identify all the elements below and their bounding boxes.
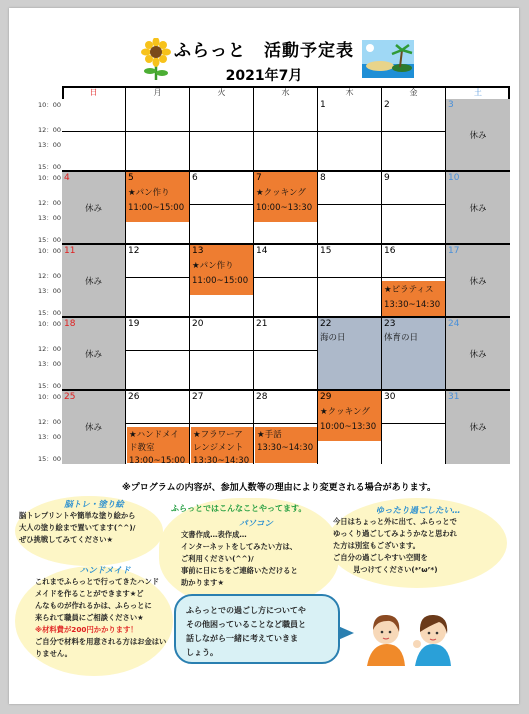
- weekday-header: 木: [318, 87, 382, 100]
- time-label: 13：00: [37, 360, 61, 368]
- time-label: 10：00: [37, 393, 61, 401]
- time-label: 15：00: [37, 382, 61, 390]
- calendar-day-cell: [446, 245, 510, 318]
- weekday-header: 金: [382, 87, 446, 100]
- calendar-day-cell: [318, 318, 382, 391]
- event-text: ★クッキング: [320, 407, 370, 417]
- day-number: 12: [128, 246, 140, 256]
- hand-line: これまでふらっとで行ってきたハンド: [35, 577, 160, 586]
- bubble-line: 話しながら一緒に考えていきま: [186, 634, 298, 643]
- calendar-day-cell: [190, 172, 254, 245]
- calendar-day-cell: [446, 99, 510, 172]
- calendar-day-cell: [62, 391, 126, 464]
- relax-line: ご自分の過ごしやすい空間を: [333, 553, 428, 562]
- time-label: 13：00: [37, 214, 61, 222]
- time-divider: [62, 131, 125, 132]
- event-text: ★パン作り: [192, 261, 234, 271]
- day-number: 30: [384, 392, 396, 402]
- pc-heading: パソコン: [239, 519, 273, 529]
- event-text: 10:00~13:30: [256, 203, 313, 213]
- day-number: 20: [192, 319, 204, 329]
- nou-line: 大人の塗り絵まで置いてます(^^)/: [19, 523, 136, 532]
- day-number: 2: [384, 100, 390, 110]
- day-number: 6: [192, 173, 198, 183]
- calendar-day-cell: [318, 391, 382, 464]
- rest-label: 休み: [469, 204, 487, 214]
- calendar-day-cell: [62, 245, 126, 318]
- day-number: 22: [320, 319, 332, 329]
- calendar-day-cell: [62, 99, 126, 172]
- relax-line: 今日はちょっと外に出て、ふらっとで: [333, 517, 457, 526]
- notice-text: ※プログラムの内容が、参加人数等の理由により変更される場合があります。: [122, 483, 436, 493]
- hand-line: んなものが作れるかは、ふらっとに: [35, 601, 152, 610]
- day-number: 27: [192, 392, 204, 402]
- relax-line: 見つけてください(*’ω’*): [353, 565, 438, 574]
- calendar-day-cell: [126, 172, 190, 245]
- calendar-day-cell: [254, 318, 318, 391]
- hand-heading: ハンドメイド: [79, 566, 131, 576]
- rest-label: 休み: [469, 131, 487, 141]
- people-illustration: [359, 604, 459, 666]
- weekday-header: 火: [190, 87, 254, 100]
- day-number: 15: [320, 246, 332, 256]
- time-label: 12：00: [37, 418, 61, 426]
- day-number: 29: [320, 392, 332, 402]
- time-divider: [126, 131, 189, 132]
- time-divider: [318, 277, 381, 278]
- rest-label: 休み: [84, 277, 102, 287]
- day-number: 26: [128, 392, 140, 402]
- section-relax: [333, 504, 503, 576]
- hand-line: 来られて職員にご相談ください★: [35, 613, 144, 622]
- event-text: ★フラワーア: [193, 430, 243, 440]
- time-label: 13：00: [37, 287, 61, 295]
- rest-label: 休み: [84, 350, 102, 360]
- time-label: 15：00: [37, 455, 61, 463]
- time-divider: [126, 350, 189, 351]
- time-label: 15：00: [37, 309, 61, 317]
- calendar-day-cell: [126, 318, 190, 391]
- calendar-day-cell: [382, 245, 446, 318]
- time-divider: [126, 277, 189, 278]
- event-text: ★ハンドメイ: [129, 430, 179, 440]
- event-text: 11:00~15:00: [128, 203, 185, 213]
- rest-label: 休み: [469, 423, 487, 433]
- calendar-day-cell: [382, 391, 446, 464]
- time-divider: [190, 350, 253, 351]
- time-label: 15：00: [37, 163, 61, 171]
- document-page: [9, 8, 519, 704]
- time-label: 13：00: [37, 433, 61, 441]
- pc-line: インターネットをしてみたい方は、: [181, 542, 298, 551]
- pc-line: 文書作成…表作成…: [181, 530, 247, 539]
- calendar-day-cell: [190, 99, 254, 172]
- time-divider: [382, 204, 445, 205]
- relax-heading: ゆったり過ごしたい…: [375, 506, 461, 516]
- hand-line: りません。: [35, 649, 72, 658]
- calendar-day-cell: [62, 172, 126, 245]
- time-divider: [382, 423, 445, 424]
- time-divider: [254, 277, 317, 278]
- event-text: 11:00~15:00: [192, 276, 249, 286]
- event-text: ★パン作り: [128, 188, 170, 198]
- event-text: 10:00~13:30: [320, 422, 377, 432]
- calendar-day-cell: [446, 172, 510, 245]
- weekday-header: 土: [474, 88, 482, 97]
- calendar-day-cell: [126, 245, 190, 318]
- event-text: ★ピラティス: [384, 285, 434, 295]
- calendar-day-cell: [254, 172, 318, 245]
- time-divider: [382, 277, 445, 278]
- event-text: レンジメント: [193, 443, 244, 453]
- bubble-line: その他困っていることなど職員と: [186, 620, 306, 629]
- month-label: 2021年7月: [225, 68, 303, 84]
- relax-line: た方は別室もございます。: [333, 541, 420, 550]
- time-label: 12：00: [37, 345, 61, 353]
- center-heading: ふらっとではこんなことやってます。: [171, 504, 307, 513]
- bubble-tail: [338, 626, 354, 640]
- day-number: 17: [448, 246, 460, 256]
- holiday-label: 体育の日: [384, 333, 419, 343]
- calendar-day-cell: [318, 99, 382, 172]
- relax-line: ゆっくり過ごしてみようかなと思われ: [333, 529, 457, 538]
- day-number: 7: [256, 173, 262, 183]
- calendar-day-cell: [382, 99, 446, 172]
- day-number: 10: [448, 173, 460, 183]
- calendar-day-cell: [446, 318, 510, 391]
- calendar-grid: [9, 8, 519, 508]
- day-number: 18: [64, 319, 76, 329]
- time-divider: [190, 204, 253, 205]
- calendar-day-cell: [62, 318, 126, 391]
- calendar-day-cell: [318, 245, 382, 318]
- rest-label: 休み: [469, 277, 487, 287]
- nou-heading: 脳トレ・塗り絵: [64, 500, 124, 510]
- day-number: 14: [256, 246, 268, 256]
- section-pc: [181, 517, 331, 589]
- time-divider: [318, 131, 381, 132]
- pc-line: 事前に日にちをご連絡いただけると: [181, 566, 298, 575]
- day-number: 31: [448, 392, 460, 402]
- calendar-day-cell: [382, 172, 446, 245]
- calendar-day-cell: [382, 318, 446, 391]
- section-hand: [35, 564, 175, 660]
- time-divider: [254, 131, 317, 132]
- time-divider: [190, 423, 253, 424]
- calendar-day-cell: [254, 245, 318, 318]
- time-divider: [382, 131, 445, 132]
- time-label: 10：00: [37, 174, 61, 182]
- day-number: 28: [256, 392, 268, 402]
- day-number: 21: [256, 319, 268, 329]
- speech-bubble: [174, 594, 340, 664]
- weekday-header: 月: [126, 87, 190, 100]
- holiday-label: 海の日: [320, 333, 346, 343]
- time-label: 13：00: [37, 141, 61, 149]
- rest-label: 休み: [84, 423, 102, 433]
- time-label: 10：00: [37, 320, 61, 328]
- day-number: 23: [384, 319, 396, 329]
- calendar-day-cell: [318, 172, 382, 245]
- day-number: 3: [448, 100, 454, 110]
- time-label: 12：00: [37, 199, 61, 207]
- time-divider: [190, 131, 253, 132]
- nou-line: 脳トレプリントや簡単な塗り絵から: [19, 511, 136, 520]
- event-text: ★手話: [257, 430, 282, 440]
- event-text: 13:00~15:00: [129, 456, 186, 466]
- event-text: 13:30~14:30: [257, 443, 314, 453]
- calendar-day-cell: [190, 318, 254, 391]
- hand-line: ご自分で材料を用意される方はお金はい: [35, 637, 167, 646]
- day-number: 1: [320, 100, 326, 110]
- nou-line: ぜひ挑戦してみてください★: [19, 535, 114, 544]
- day-number: 8: [320, 173, 326, 183]
- day-number: 16: [384, 246, 396, 256]
- rest-label: 休み: [84, 204, 102, 214]
- hand-line: メイドを作ることができます★ど: [35, 589, 144, 598]
- event-text: ★クッキング: [256, 188, 306, 198]
- day-number: 4: [64, 173, 70, 183]
- page-title: ふらっと 活動予定表: [174, 41, 354, 61]
- time-label: 10：00: [37, 101, 61, 109]
- calendar-day-cell: [254, 99, 318, 172]
- weekday-header: 日: [62, 87, 126, 100]
- day-number: 9: [384, 173, 390, 183]
- bubble-line: ふらっとでの過ごし方についてや: [186, 606, 306, 615]
- event-text: 13:30~14:30: [193, 456, 250, 466]
- hand-red-note: ※材料費が200円かかります！: [35, 625, 138, 634]
- day-number: 5: [128, 173, 134, 183]
- time-label: 12：00: [37, 126, 61, 134]
- day-number: 11: [64, 246, 76, 256]
- event-text: 13:30~14:30: [384, 300, 441, 310]
- weekday-header: 水: [254, 87, 318, 100]
- time-divider: [126, 423, 189, 424]
- rest-label: 休み: [469, 350, 487, 360]
- bubble-line: しょう。: [186, 648, 218, 657]
- time-label: 12：00: [37, 272, 61, 280]
- event-text: ド教室: [129, 443, 155, 453]
- day-number: 25: [64, 392, 76, 402]
- calendar-day-cell: [446, 391, 510, 464]
- day-number: 19: [128, 319, 140, 329]
- pc-line: 助かります★: [181, 578, 225, 587]
- time-label: 10：00: [37, 247, 61, 255]
- calendar-day-cell: [190, 245, 254, 318]
- section-nou: [19, 498, 169, 546]
- pc-line: ご利用ください(^^)/: [181, 554, 254, 563]
- day-number: 13: [192, 246, 204, 256]
- time-label: 15：00: [37, 236, 61, 244]
- day-number: 24: [448, 319, 460, 329]
- time-divider: [254, 350, 317, 351]
- time-divider: [254, 423, 317, 424]
- calendar-day-cell: [126, 99, 190, 172]
- time-divider: [318, 204, 381, 205]
